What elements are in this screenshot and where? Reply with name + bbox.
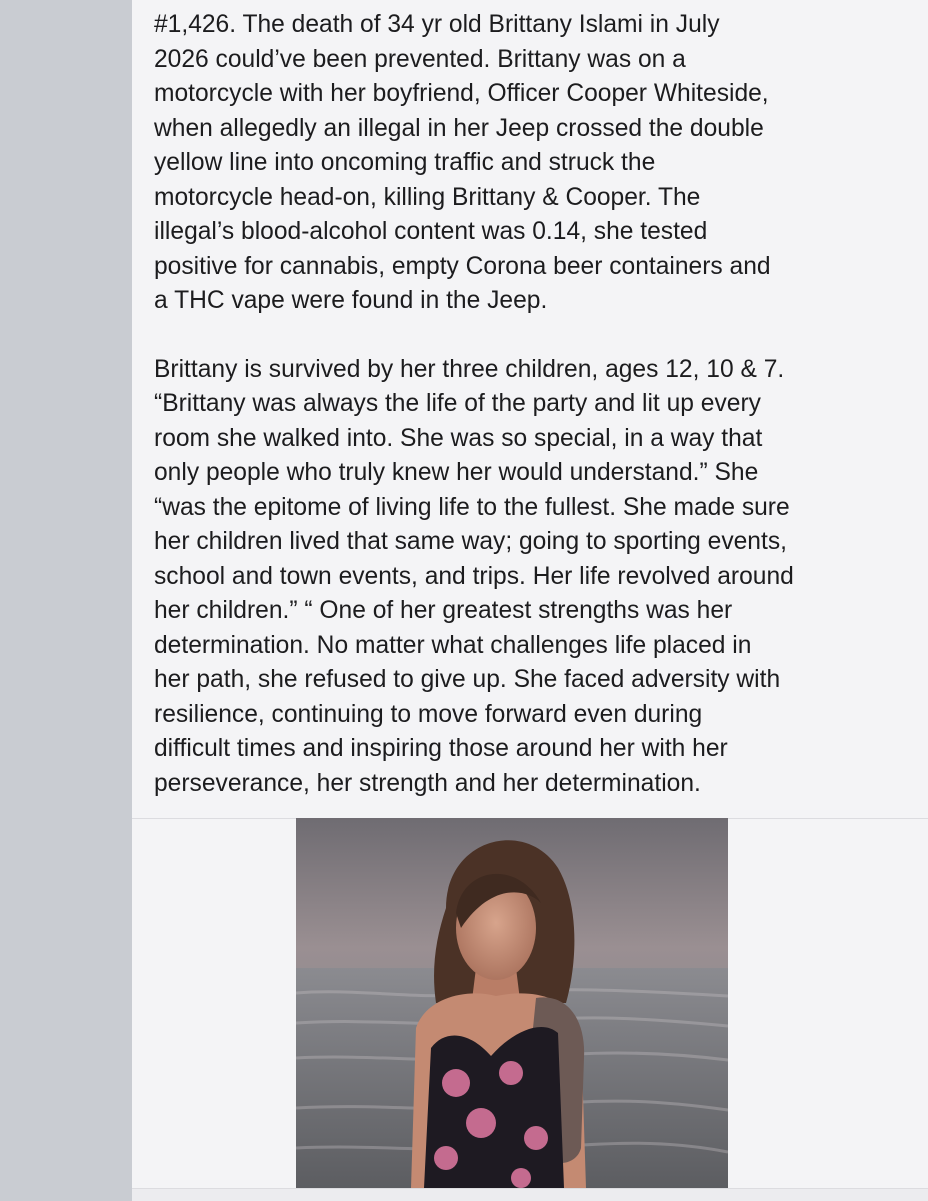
text-line: yellow line into oncoming traffic and struck the: [154, 149, 656, 176]
post-text: [154, 8, 904, 801]
text-line: her children lived that same way; going to sporting events,: [154, 528, 787, 555]
text-line: motorcycle head-on, killing Brittany & Cooper. The: [154, 183, 701, 211]
text-line: a THC vape were found in the Jeep.: [154, 287, 548, 314]
text-line: her path, she refused to give up. She faced adversity with: [154, 666, 781, 693]
text-line: room she walked into. She was so special, in a way that: [154, 424, 763, 452]
text-line: 2026 could’ve been prevented. Brittany was on a: [154, 45, 686, 73]
text-line: determination. No matter what challenges life placed in: [154, 631, 752, 659]
post-card: [132, 0, 928, 1200]
text-line: #1,426. The death of 34 yr old Brittany Islami in July: [154, 11, 720, 38]
text-line: resilience, continuing to move forward even during: [154, 700, 703, 728]
text-line: perseverance, her strength and her determination.: [154, 769, 701, 797]
text-line: school and town events, and trips. Her life revolved around: [154, 562, 794, 590]
bottom-divider: [132, 1188, 928, 1201]
text-line: only people who truly knew her would understand.” She: [154, 459, 759, 486]
text-line: her children.” “ One of her greatest strengths was her: [154, 597, 733, 624]
text-line: “was the epitome of living life to the fullest. She made sure: [154, 493, 790, 521]
text-line: difficult times and inspiring those around her with her: [154, 735, 728, 762]
photo-illustration: [296, 818, 728, 1188]
post-photo[interactable]: [296, 818, 728, 1188]
text-line: positive for cannabis, empty Corona beer containers and: [154, 252, 771, 280]
paragraph-gap: [154, 319, 904, 353]
text-line: when allegedly an illegal in her Jeep crossed the double: [154, 114, 764, 142]
text-line: motorcycle with her boyfriend, Officer Cooper Whiteside,: [154, 80, 769, 107]
text-line: illegal’s blood-alcohol content was 0.14, she tested: [154, 218, 708, 245]
text-line: Brittany is survived by her three children, ages 12, 10 & 7.: [154, 355, 785, 383]
text-line: “Brittany was always the life of the party and lit up every: [154, 390, 761, 417]
